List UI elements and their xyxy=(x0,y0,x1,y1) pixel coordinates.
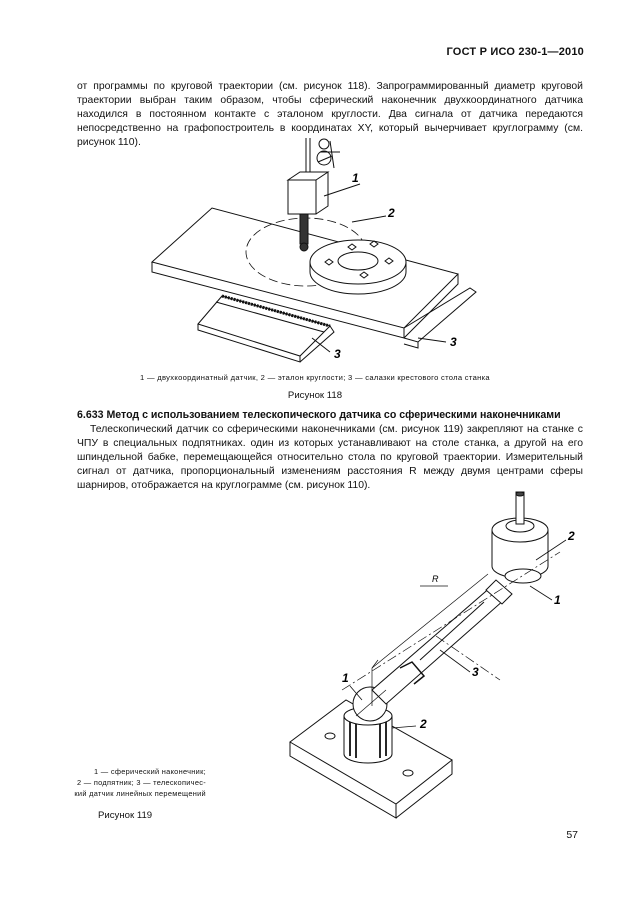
fig119-label-2a: 2 xyxy=(568,529,575,543)
fig119-label-1b: 1 xyxy=(342,671,349,685)
figure-118-title: Рисунок 118 xyxy=(287,390,343,401)
figure-119-caption-line: 1 — сферический наконечник; xyxy=(94,767,206,776)
upper-socket xyxy=(492,492,548,583)
page-number: 57 xyxy=(566,829,578,841)
roundness-standard xyxy=(310,240,406,294)
figure-119-drawing xyxy=(290,492,566,818)
figure-119-caption xyxy=(44,766,206,799)
figure-119-title: Рисунок 119 xyxy=(98,810,153,821)
fig119-label-2b: 2 xyxy=(420,717,427,731)
fig119-label-3: 3 xyxy=(472,665,479,679)
intro-paragraph: от программы по круговой траектории (см. рисунок 118). Запрограммированный диаметр круговой траектории выбран таким образом, чтобы сферический наконечник двухкоординатного датчика находился в постоянном контакте с эталоном круглости. Два сигнала от датчика передаются непосредственно на графопостроитель в координатах XY, который вычерчивает круглограмму (см. рисунок 110). xyxy=(77,81,583,148)
figure-119-caption-line: кий датчик линейных перемещений xyxy=(74,789,206,798)
figure-118-caption: 1 — двухкоординатный датчик, 2 — эталон круглости; 3 — салазки крестового стола станка xyxy=(140,373,490,382)
telescopic-probe xyxy=(372,580,512,704)
document-header: ГОСТ Р ИСО 230-1—2010 xyxy=(446,46,584,58)
fig119-label-R: R xyxy=(432,574,439,584)
section-paragraph: Телескопический датчик со сферическими наконечниками (см. рисунок 119) закрепляют на станке с ЧПУ в специальных подпятниках. один из которых устанавливают на столе станка, а другой на его шпиндельной бабке, перемещающейся относительно стола по круговой траектории. Измерительный сигнал от датчика, пропорциональный изменениям расстояния R между двумя центрами сферы шарниров, отображается на круглограмме (см. рисунок 110). xyxy=(77,424,583,491)
section-title: 6.633 Метод с использованием телескопического датчика со сферическими наконечниками xyxy=(77,409,561,421)
fig118-label-3b: 3 xyxy=(450,335,457,349)
fig119-label-1a: 1 xyxy=(554,593,561,607)
fig118-label-1: 1 xyxy=(352,171,359,185)
figure-119-caption-line: 2 — подпятник; 3 — телескопичес- xyxy=(77,778,206,787)
table-bottom-slide xyxy=(198,296,330,356)
fig118-label-3a: 3 xyxy=(334,347,341,361)
fig118-label-2: 2 xyxy=(388,206,395,220)
